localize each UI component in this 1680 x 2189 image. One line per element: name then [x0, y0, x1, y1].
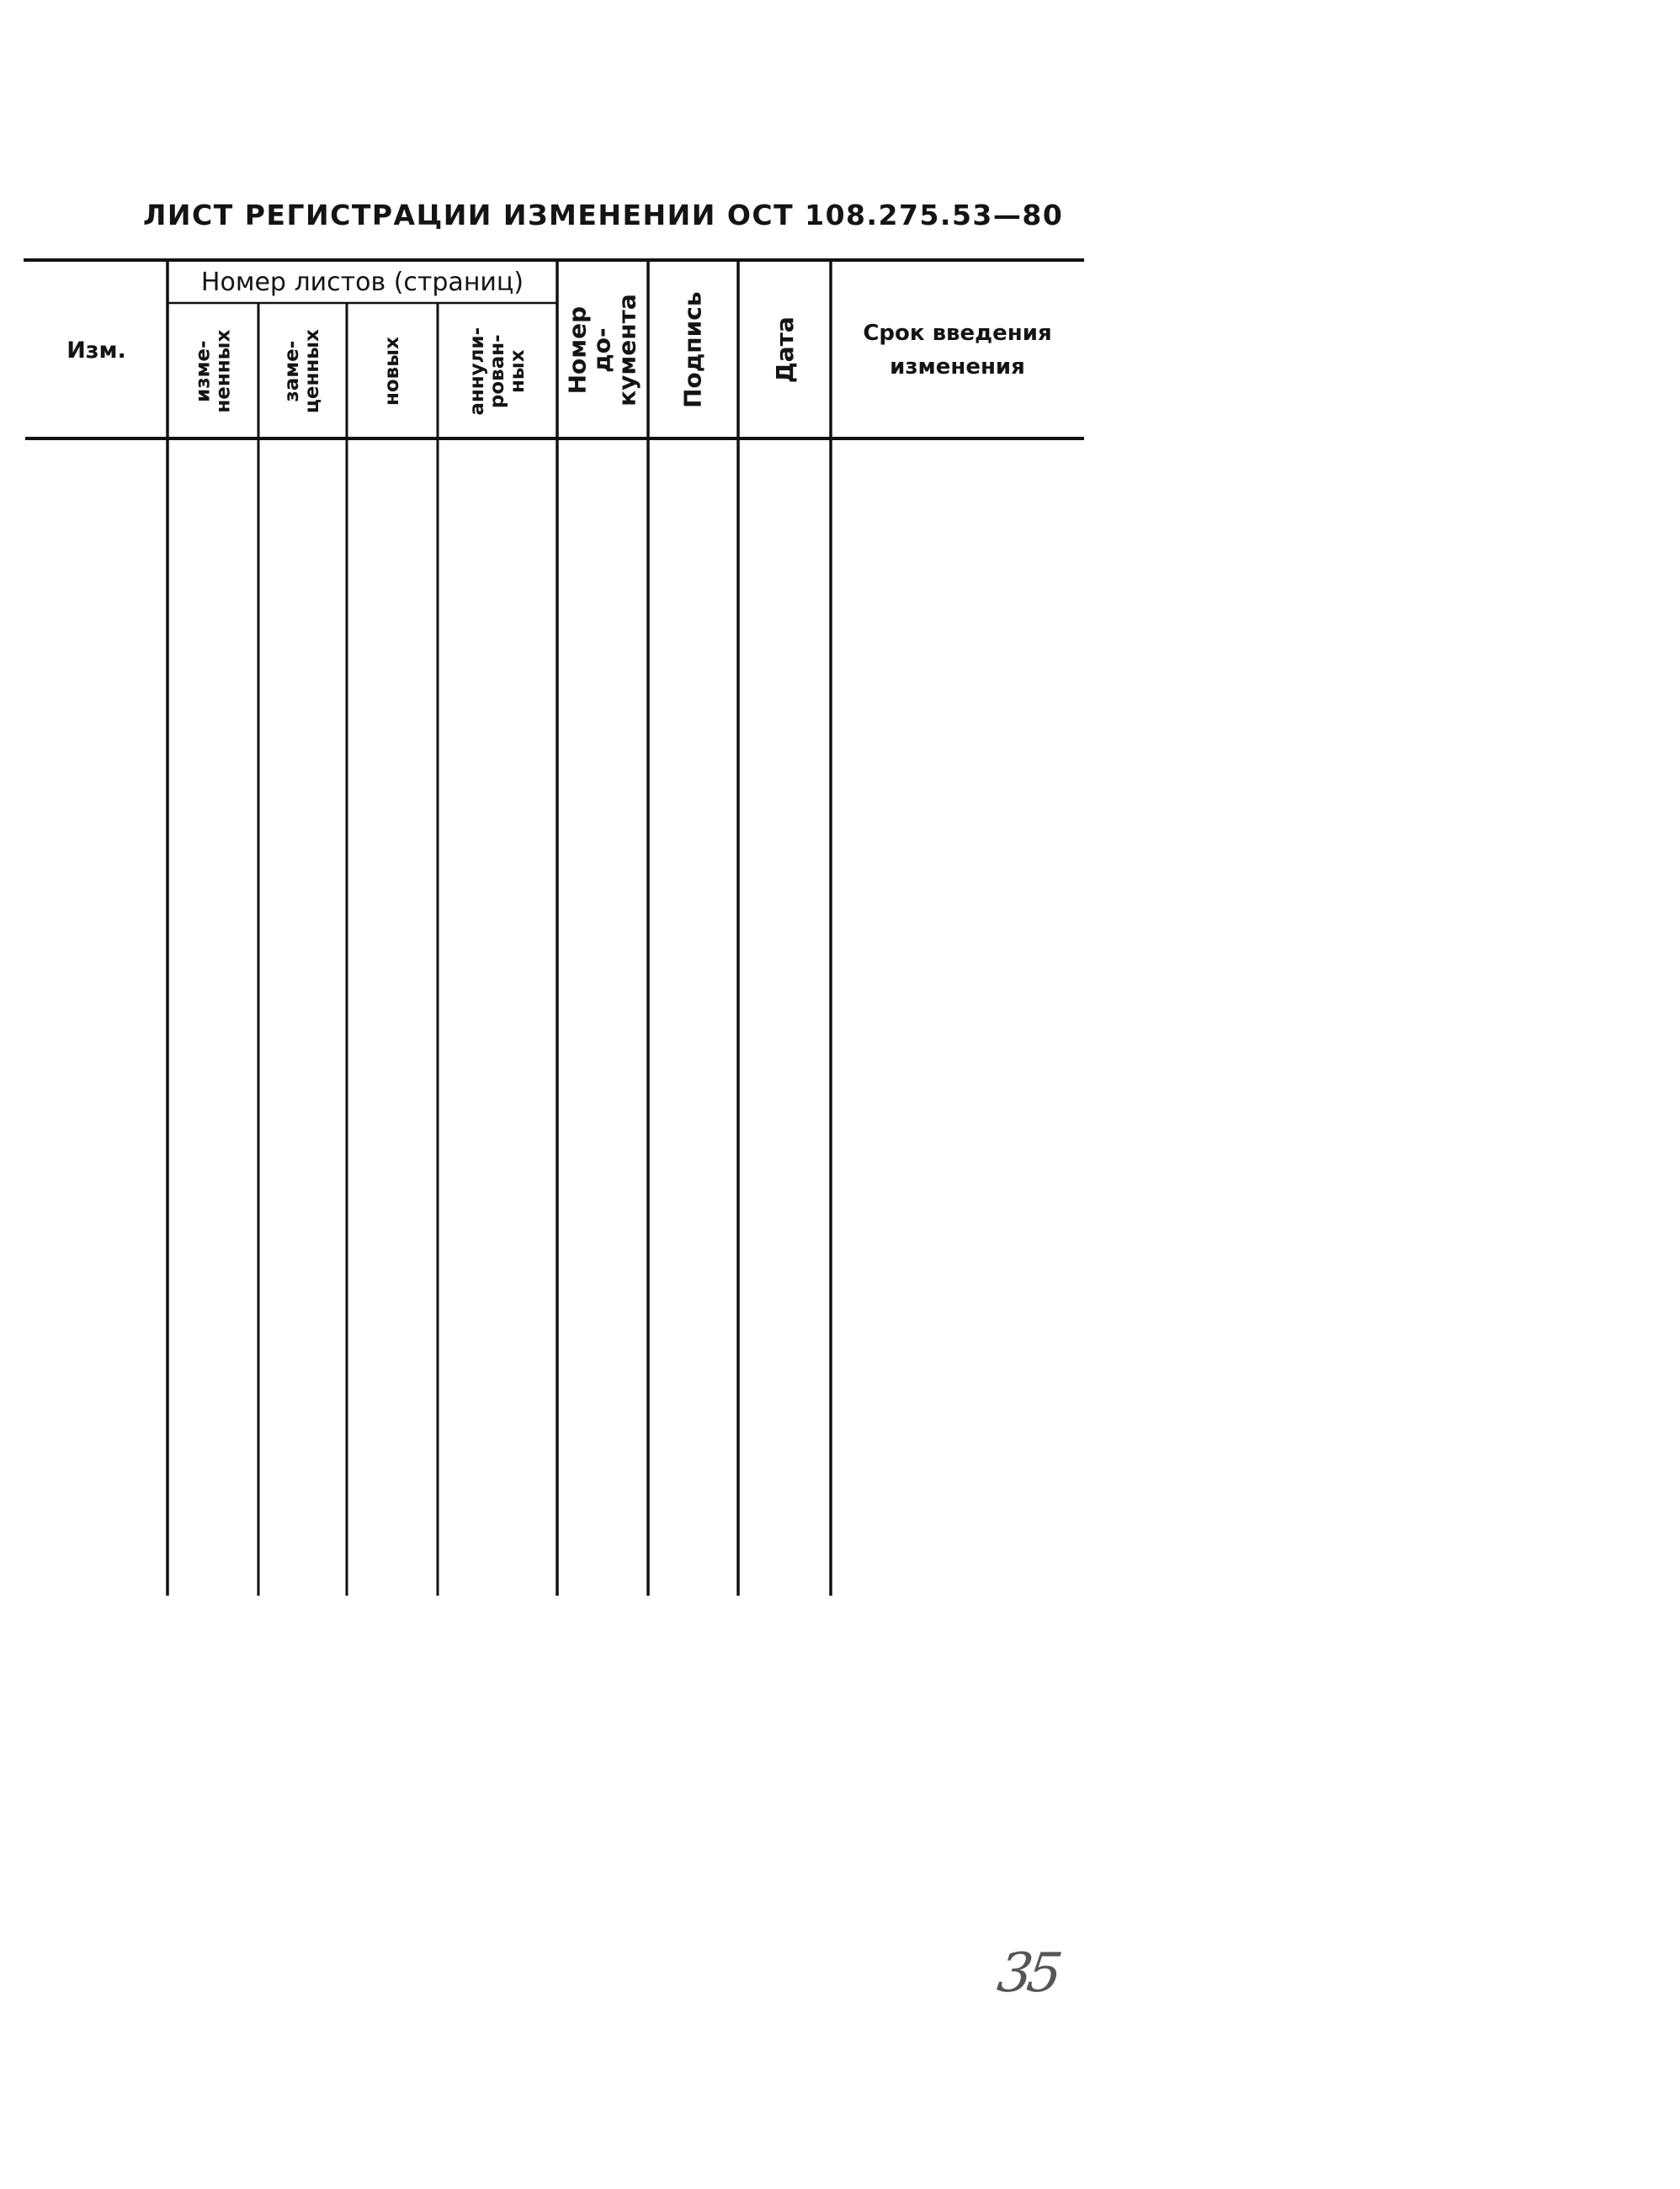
header-cell-podpis: [648, 262, 738, 438]
header-cell-nomer-dokumenta: [557, 262, 648, 438]
page-number: 35: [993, 1942, 1061, 2005]
header-cell-izmenennyh: [167, 305, 258, 438]
header-novyh: новых: [380, 337, 403, 406]
header-izmenennyh: изме- ненных: [191, 330, 234, 413]
header-cell-zamenennyh: [258, 305, 347, 438]
page-title: ЛИСТ РЕГИСТРАЦИИ ИЗМЕНЕНИИ ОСТ 108.275.53—80: [143, 199, 1064, 231]
header-cell-novyh: [347, 305, 438, 438]
header-zamenennyh: заме- ценных: [281, 329, 324, 414]
header-cell-annulirovannyh: [438, 305, 557, 438]
header-nomer-dokumenta: Номер до- кумента: [563, 294, 641, 406]
header-srok-vvedeniya: Срок введения изменения: [863, 320, 1052, 380]
header-group-sheet-numbers: Номер листов (страниц): [200, 268, 524, 297]
header-data: Дата: [770, 316, 799, 384]
header-cell-data: [738, 262, 831, 438]
header-annulirovannyh: аннули- рован- ных: [465, 327, 529, 416]
header-izm: Изм.: [66, 337, 126, 364]
header-podpis: Подпись: [678, 291, 707, 409]
